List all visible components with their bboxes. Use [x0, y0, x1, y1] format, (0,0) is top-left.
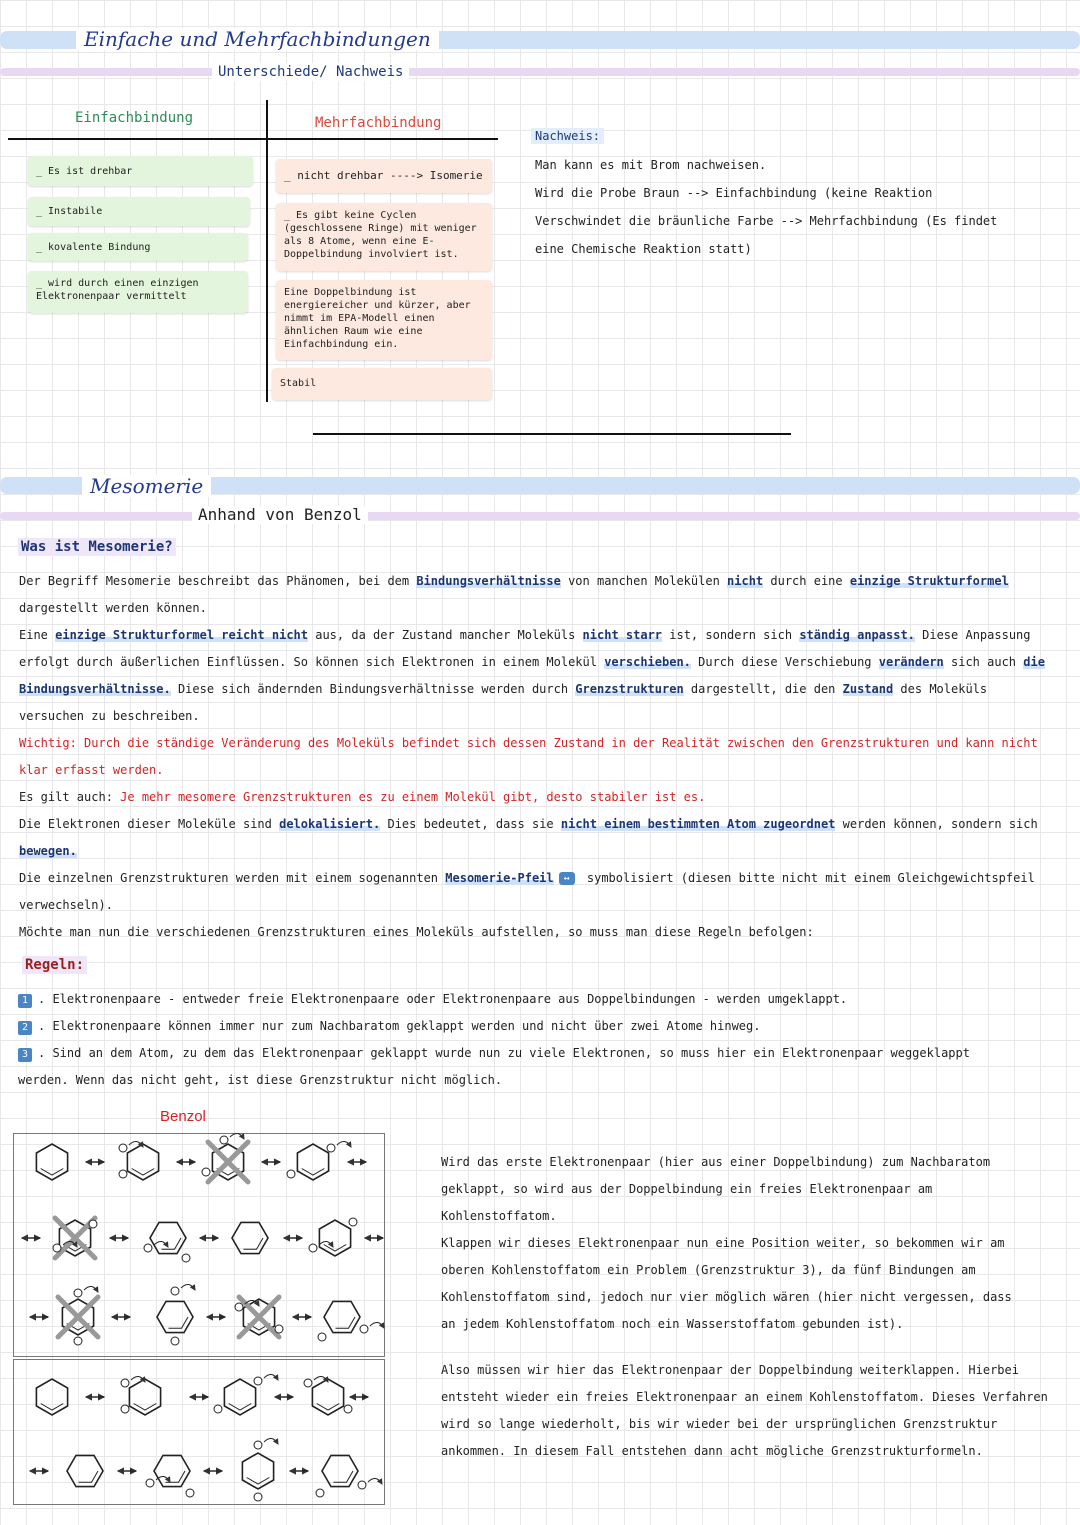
double-bond-line: [336, 1317, 356, 1328]
text-run-highlight: verschieben.: [604, 655, 691, 669]
nachweis-line: Man kann es mit Brom nachweisen.: [535, 158, 767, 172]
section1-subtitle: Unterschiede/ Nachweis: [212, 63, 409, 81]
expl-line: wird so lange wiederholt, bis wir wieder bei der ursprünglichen Grenzstruktur: [441, 1417, 998, 1431]
text-run: Diese sich ändernden Bindungsverhältnisse werden durch: [170, 682, 576, 696]
mehrfachbindung-heading: Mehrfachbindung: [315, 115, 442, 131]
double-bond-line: [41, 1404, 64, 1411]
einfach-card-3: _ kovalente Bindung: [28, 233, 248, 261]
charge-symbol: [171, 1337, 179, 1345]
text-run-highlight: die: [1023, 655, 1045, 669]
text-run-highlight: einzige Strukturformel reicht nicht: [55, 628, 308, 642]
charge-symbol: [144, 1244, 152, 1252]
expl-line: entsteht wieder ein freies Elektronenpaar an einem Kohlenstoffatom. Dieses Verfahren: [441, 1390, 1048, 1404]
charge-symbol: [89, 1220, 97, 1228]
benzol-explanation-1: [441, 1149, 1071, 1338]
mesomerie-arrow-icon: ↔: [559, 872, 575, 885]
text-run-highlight: einzige Strukturformel: [849, 574, 1009, 588]
rule-item: [18, 1040, 1068, 1067]
section-divider: [313, 433, 791, 435]
einfach-card-1: _ Es ist drehbar: [28, 156, 253, 186]
para-line: [19, 784, 1069, 811]
electron-shift-arrow: [131, 1376, 145, 1382]
double-bond-line: [247, 1478, 270, 1485]
charge-symbol: [121, 1379, 129, 1387]
charge-symbol: [309, 1244, 317, 1252]
para-line: verwechseln).: [19, 898, 113, 912]
charge-symbol: [254, 1493, 262, 1501]
charge-symbol: [275, 1325, 283, 1333]
double-bond-line: [41, 1169, 64, 1176]
electron-shift-arrow: [370, 1322, 384, 1328]
text-run-highlight: nicht starr: [582, 628, 663, 642]
electron-shift-arrow: [264, 1438, 278, 1444]
double-bond-line: [244, 1238, 264, 1249]
expl-line: Also müssen wir hier das Elektronenpaar der Doppelbindung weiterklappen. Hierbei: [441, 1363, 1019, 1377]
text-run: von manchen Molekülen: [560, 574, 728, 588]
nachweis-line: Verschwindet die bräunliche Farbe --> Mehrfachbindung (Es findet: [535, 214, 998, 228]
charge-symbol: [287, 1170, 295, 1178]
double-bond-line: [334, 1471, 354, 1482]
mesomerie-title: Mesomerie: [82, 475, 211, 497]
text-run: sich auch: [943, 655, 1024, 669]
electron-shift-arrow: [154, 1241, 168, 1247]
rule-item: werden. Wenn das nicht geht, ist diese Grenzstruktur nicht möglich.: [18, 1073, 503, 1087]
mehrfach-card-1: _ nicht drehbar ----> Isomerie: [276, 159, 492, 193]
text-run-highlight: Bindungsverhältnisse: [416, 574, 561, 588]
charge-symbol: [171, 1287, 179, 1295]
expl-line: Kohlenstoffatom.: [441, 1209, 557, 1223]
mehrfach-card-4: Stabil: [272, 368, 492, 400]
text-run: durch eine: [763, 574, 850, 588]
para-line: [19, 676, 1069, 703]
para-line: [19, 838, 1069, 865]
charge-symbol: [360, 1325, 368, 1333]
text-run-highlight: nicht: [727, 574, 764, 588]
mehrfach-card-2: _ Es gibt keine Cyclen (geschlossene Ringe) mit weniger als 8 Atome, wenn eine E-Doppelbindung involviert ist.: [276, 203, 492, 271]
text-run: erfolgt durch äußerlichen Einflüssen. So können sich Elektronen in einem Molekül: [19, 655, 605, 669]
text-run: Die einzelnen Grenzstrukturen werden mit einem sogenannten: [19, 871, 446, 885]
electron-shift-arrow: [337, 1141, 351, 1147]
text-run-highlight: Bindungsverhältnisse.: [19, 682, 171, 696]
rule-number-badge: 1: [18, 994, 32, 1008]
charge-symbol: [327, 1144, 335, 1152]
mesomerie-subtitle: Anhand von Benzol: [192, 506, 368, 524]
charge-symbol: [349, 1218, 357, 1226]
text-run-red: Je mehr mesomere Grenzstrukturen es zu einem Molekül gibt, desto stabiler ist es.: [120, 790, 706, 804]
charge-symbol: [235, 1303, 243, 1311]
rule-number-badge: 2: [18, 1021, 32, 1035]
charge-symbol: [214, 1405, 222, 1413]
benzol-explanation-2: [441, 1357, 1071, 1465]
charge-symbol: [202, 1168, 210, 1176]
text-run: Die Elektronen dieser Moleküle sind: [19, 817, 280, 831]
rule-text: . Elektronenpaare - entweder freie Elektronenpaare oder Elektronenpaare aus Doppelbindungen - werden umgeklappt.: [38, 992, 848, 1006]
double-bond-line: [134, 1404, 157, 1411]
nachweis-line: Wird die Probe Braun --> Einfachbindung (keine Reaktion: [535, 186, 933, 200]
electron-shift-arrow: [181, 1284, 195, 1290]
rule-text: . Sind an dem Atom, zu dem das Elektronenpaar geklappt wurde nun zu viele Elektronen, so muss hier ein Elektronenpaar weggeklappt: [38, 1046, 970, 1060]
para-line: [19, 649, 1069, 676]
section1-title: Einfache und Mehrfachbindungen: [76, 28, 439, 50]
text-run: werden können, sondern sich: [835, 817, 1038, 831]
benzol-label: Benzol: [160, 1108, 206, 1125]
einfachbindung-heading: Einfachbindung: [75, 110, 194, 126]
expl-line: Wird das erste Elektronenpaar (hier aus einer Doppelbindung) zum Nachbaratom: [441, 1155, 991, 1169]
double-bond-line: [166, 1471, 186, 1482]
rules-label: Regeln:: [22, 956, 87, 974]
electron-shift-arrow: [368, 1478, 382, 1484]
para-line: [19, 622, 1069, 649]
text-run: dargestellt, die den: [683, 682, 843, 696]
para-line: versuchen zu beschreiben.: [19, 709, 200, 723]
charge-symbol: [119, 1144, 127, 1152]
charge-symbol: [358, 1481, 366, 1489]
table-horizontal-rule: [8, 138, 498, 140]
charge-symbol: [121, 1405, 129, 1413]
einfach-card-2: _ Instabile: [28, 197, 250, 226]
text-run-highlight: ständig anpasst.: [799, 628, 915, 642]
double-bond-line: [79, 1471, 99, 1482]
text-run: ist, sondern sich: [662, 628, 800, 642]
para-line: Möchte man nun die verschiedenen Grenzstrukturen eines Moleküls aufstellen, so muss man diese Regeln befolgen:: [19, 925, 814, 939]
text-run-highlight: nicht einem bestimmten Atom zugeordnet: [560, 817, 836, 831]
charge-symbol: [254, 1441, 262, 1449]
text-run: Durch diese Verschiebung: [690, 655, 879, 669]
double-bond-line: [162, 1238, 182, 1249]
text-run: Es gilt auch:: [19, 790, 121, 804]
mehrfach-card-3: Eine Doppelbindung ist energiereicher und kürzer, aber nimmt im EPA-Modell einen ähnlichen Raum wie eine Einfachbindung ein.: [276, 280, 492, 360]
double-bond-line: [229, 1404, 252, 1411]
nachweis-line: eine Chemische Reaktion statt): [535, 242, 752, 256]
nachweis-label: Nachweis:: [531, 128, 604, 144]
electron-shift-arrow: [264, 1374, 278, 1380]
charge-symbol: [254, 1377, 262, 1385]
charge-symbol: [74, 1289, 82, 1297]
text-run-highlight: Grenzstrukturen: [575, 682, 684, 696]
mesomerie-subtitle-band: [0, 512, 1080, 520]
expl-line: Klappen wir dieses Elektronenpaar nun eine Position weiter, so bekommen wir am: [441, 1236, 1005, 1250]
electron-shift-arrow: [84, 1286, 98, 1292]
rules-list: [18, 986, 1068, 1094]
expl-line: an jedem Kohlenstoffatom noch ein Wasserstoffatom gebunden ist).: [441, 1317, 904, 1331]
double-bond-line: [169, 1317, 189, 1328]
electron-shift-arrow: [129, 1141, 143, 1147]
text-run: Diese Anpassung: [914, 628, 1031, 642]
question-text: Was ist Mesomerie?: [18, 538, 176, 556]
expl-line: Kohlenstoffatom sind, jedoch nur vier möglich wären (hier nicht vergessen, dass: [441, 1290, 1012, 1304]
para-line: dargestellt werden können.: [19, 601, 207, 615]
text-run: symbolisiert (diesen bitte nicht mit einem Gleichgewichtspfeil: [579, 871, 1035, 885]
text-run-highlight: delokalisiert.: [279, 817, 381, 831]
text-run-highlight: Zustand: [842, 682, 894, 696]
charge-symbol: [182, 1254, 190, 1262]
double-bond-line: [302, 1169, 325, 1176]
para-line: [19, 811, 1069, 838]
charge-symbol: [119, 1170, 127, 1178]
para-line: [19, 568, 1069, 595]
rule-text: . Elektronenpaare können immer nur zum Nachbaratom geklappt werden und nicht über zwei Atome hinweg.: [38, 1019, 761, 1033]
charge-symbol: [146, 1479, 154, 1487]
table-vertical-rule: [266, 100, 268, 402]
expl-line: oberen Kohlenstoffatom ein Problem (Grenzstruktur 3), da fünf Bindungen am: [441, 1263, 976, 1277]
charge-symbol: [316, 1489, 324, 1497]
electron-shift-arrow: [230, 1133, 244, 1139]
einfach-card-4: _ wird durch einen einzigen Elektronenpaar vermittelt: [28, 271, 248, 313]
warning-line: Wichtig: Durch die ständige Veränderung des Moleküls befindet sich dessen Zustand in der Realität zwischen den Grenzstrukturen und kann nicht: [19, 736, 1038, 750]
text-run: Dies bedeutet, dass sie: [380, 817, 561, 831]
para-line: [19, 865, 1069, 892]
charge-symbol: [220, 1136, 228, 1144]
charge-symbol: [74, 1337, 82, 1345]
rule-number-badge: 3: [18, 1048, 32, 1062]
nachweis-text: [535, 151, 997, 263]
charge-symbol: [186, 1489, 194, 1497]
double-bond-line: [132, 1169, 155, 1176]
expl-line: geklappt, so wird aus der Doppelbindung ein freies Elektronenpaar am: [441, 1182, 933, 1196]
text-run: Der Begriff Mesomerie beschreibt das Phänomen, bei dem: [19, 574, 417, 588]
warning-line: klar erfasst werden.: [19, 763, 164, 777]
text-run: Eine: [19, 628, 56, 642]
rule-item: [18, 1013, 1068, 1040]
text-run-highlight: Mesomerie-Pfeil: [445, 871, 554, 885]
text-run: aus, da der Zustand mancher Moleküls: [308, 628, 583, 642]
benzene-resonance-diagram: [0, 1125, 390, 1525]
text-run-highlight: verändern: [878, 655, 944, 669]
expl-line: ankommen. In diesem Fall entstehen dann acht mögliche Grenzstrukturformeln.: [441, 1444, 983, 1458]
rule-item: [18, 986, 1068, 1013]
rules-heading: [22, 957, 87, 973]
double-bond-line: [324, 1245, 347, 1252]
charge-symbol: [318, 1333, 326, 1341]
charge-symbol: [344, 1405, 352, 1413]
charge-symbol: [304, 1379, 312, 1387]
double-bond-line: [317, 1404, 340, 1411]
question-heading: [18, 539, 176, 555]
text-run: des Moleküls: [893, 682, 988, 696]
text-run-highlight: bewegen.: [19, 844, 77, 858]
subtitle-band: [0, 68, 1080, 76]
charge-symbol: [53, 1244, 61, 1252]
electron-shift-arrow: [314, 1376, 328, 1382]
mesomerie-body: [19, 568, 1069, 946]
